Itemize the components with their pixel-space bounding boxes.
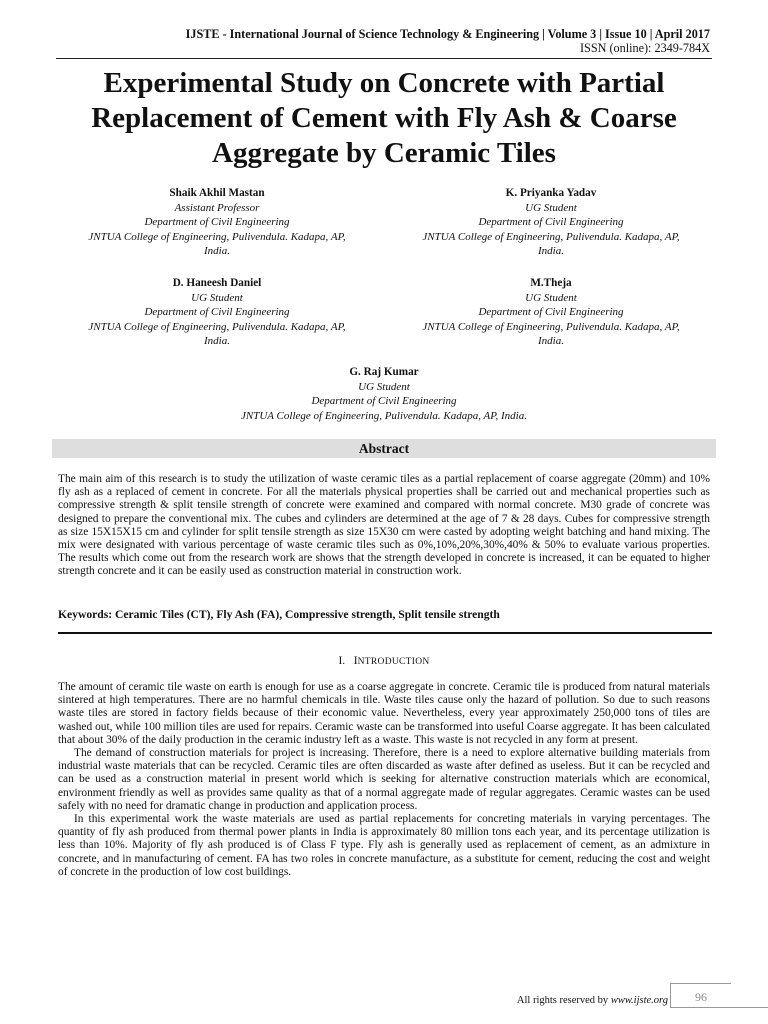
page-number: 96: [670, 983, 731, 1008]
author-role: UG Student: [525, 201, 577, 214]
author-name: G. Raj Kumar: [349, 366, 419, 378]
section-heading: [0, 655, 768, 667]
footer-rights: [517, 995, 668, 1006]
author-dept: Department of Civil Engineering: [144, 306, 290, 318]
keywords: Keywords: Ceramic Tiles (CT), Fly Ash (FA), Compressive strength, Split tensile strength: [58, 608, 500, 621]
author-block-1: [52, 186, 382, 259]
author-country: India.: [204, 335, 230, 347]
author-inst: JNTUA College of Engineering, Pulivendula. Kadapa, AP,: [88, 230, 346, 243]
author-role: UG Student: [525, 291, 577, 304]
footer-rights-text: All rights reserved by: [516, 995, 611, 1006]
abstract-heading: Abstract: [52, 439, 716, 458]
intro-paragraph-1: The amount of ceramic tile waste on earth is enough for use as a coarse aggregate in concrete. Ceramic tile is produced from natural materials sintered at high temperatures. There are no harmful chemicals in tile. Waste tiles cause only the hazard of pollution. So due to such reasons waste tiles are stored in factory fields because of their economic value. Nevertheless, every year approximately 250,000 tons of tiles are washed out, while 100 million tiles are used for repairs. Ceramic waste can be transformed into useful Coarse aggregate. It has been calculated that about 30% of the daily production in the ceramic industry left as a waste. This waste is not recycled in any form at present.: [58, 681, 710, 746]
intro-paragraph-3: In this experimental work the waste materials are used as partial replacements for concreting materials in varying percentages. The quantity of fly ash produced from thermal power plants in India is approximately 80 million tons each year, and its percentage utilization is less than 10%. Majority of fly ash produced is of Class F type. Fly ash is generally used as replacement of cement, as an admixture in concrete, and in manufacturing of cement. FA has two roles in concrete manufacture, as a substitute for cement, reducing the cost and weight of concrete in the production of low cost buildings.: [58, 813, 710, 878]
journal-header: IJSTE - International Journal of Science Technology & Engineering | Volume 3 | Issue 10 | April 2017: [185, 27, 710, 41]
section-number: I.: [338, 655, 346, 667]
author-country: India.: [204, 245, 230, 257]
intro-paragraph-2: The demand of construction materials for project is increasing. Therefore, there is a need to explore alternative building materials from industrial waste materials that can be recycled. Ceramic tiles are often discarded as waste after defined as useless. But it can be recycled and can be used as a construction material in present world which is seeking for alternative construction materials which are economical, environment friendly as well as provides same quality as that of a normal aggregate made of regular aggregates. Ceramic wastes can be used safely with no need for dramatic change in production and application process.: [58, 747, 710, 812]
author-dept: Department of Civil Engineering: [311, 395, 457, 407]
issn-text: ISSN (online): 2349-784X: [580, 41, 710, 55]
author-role: UG Student: [358, 380, 410, 393]
author-name: Shaik Akhil Mastan: [169, 187, 265, 199]
author-dept: Department of Civil Engineering: [144, 216, 290, 228]
author-inst: JNTUA College of Engineering, Pulivendula. Kadapa, AP,: [88, 320, 346, 333]
section-title-rest: NTRODUCTION: [357, 657, 430, 667]
section-divider: [58, 632, 712, 634]
author-block-2: [386, 186, 716, 259]
author-country: India.: [538, 245, 564, 257]
introduction-body: [58, 681, 710, 879]
author-role: Assistant Professor: [174, 201, 260, 214]
footer-site-link[interactable]: www.ijste.org: [610, 995, 668, 1006]
abstract-text: [58, 473, 710, 579]
author-inst: JNTUA College of Engineering, Pulivendula. Kadapa, AP,: [422, 320, 680, 333]
author-country: India.: [538, 335, 564, 347]
abstract-paragraph: The main aim of this research is to study the utilization of waste ceramic tiles as a partial replacement of coarse aggregate (20mm) and 10% fly ash as a replaced of cement in concrete. For all the materials physical properties shall be carried out and mechanical properties such as compressive strength & split tensile strength of concrete were examined and compared with normal concrete. M30 grade of concrete was designed to prepare the conventional mix. The cubes and cylinders are determined at the age of 7 & 28 days. Cubes for compressive strength as size 15X15X15 cm and cylinder for split tensile strength as size 15X30 cm were casted by adopting weight batching and hand mixing. The mix were designated with various percentage of waste ceramic tiles such as 0%,10%,20%,30%,40% & 50% to evaluate various properties. The results which come out from the research work are shows that the strength developed in concrete is increased, it can be equated to higher strength concrete and it can be easily used as construction material in construction work.: [58, 473, 710, 578]
header-rule: [56, 58, 712, 59]
author-name: D. Haneesh Daniel: [172, 277, 262, 289]
author-inst: JNTUA College of Engineering, Pulivendula. Kadapa, AP,: [422, 230, 680, 243]
author-name: M.Theja: [530, 277, 572, 289]
footer-rule: [670, 1007, 768, 1008]
author-name: K. Priyanka Yadav: [505, 187, 597, 199]
author-dept: Department of Civil Engineering: [478, 216, 624, 228]
author-inst: JNTUA College of Engineering, Pulivendula. Kadapa, AP, India.: [241, 409, 527, 422]
author-dept: Department of Civil Engineering: [478, 306, 624, 318]
author-block-4: [386, 276, 716, 349]
author-role: UG Student: [191, 291, 243, 304]
author-block-3: [52, 276, 382, 349]
paper-title: Experimental Study on Concrete with Partial Replacement of Cement with Fly Ash & Coarse Aggregate by Ceramic Tiles: [91, 67, 677, 169]
section-title-initial: I: [353, 655, 358, 667]
author-block-5: [134, 365, 634, 423]
